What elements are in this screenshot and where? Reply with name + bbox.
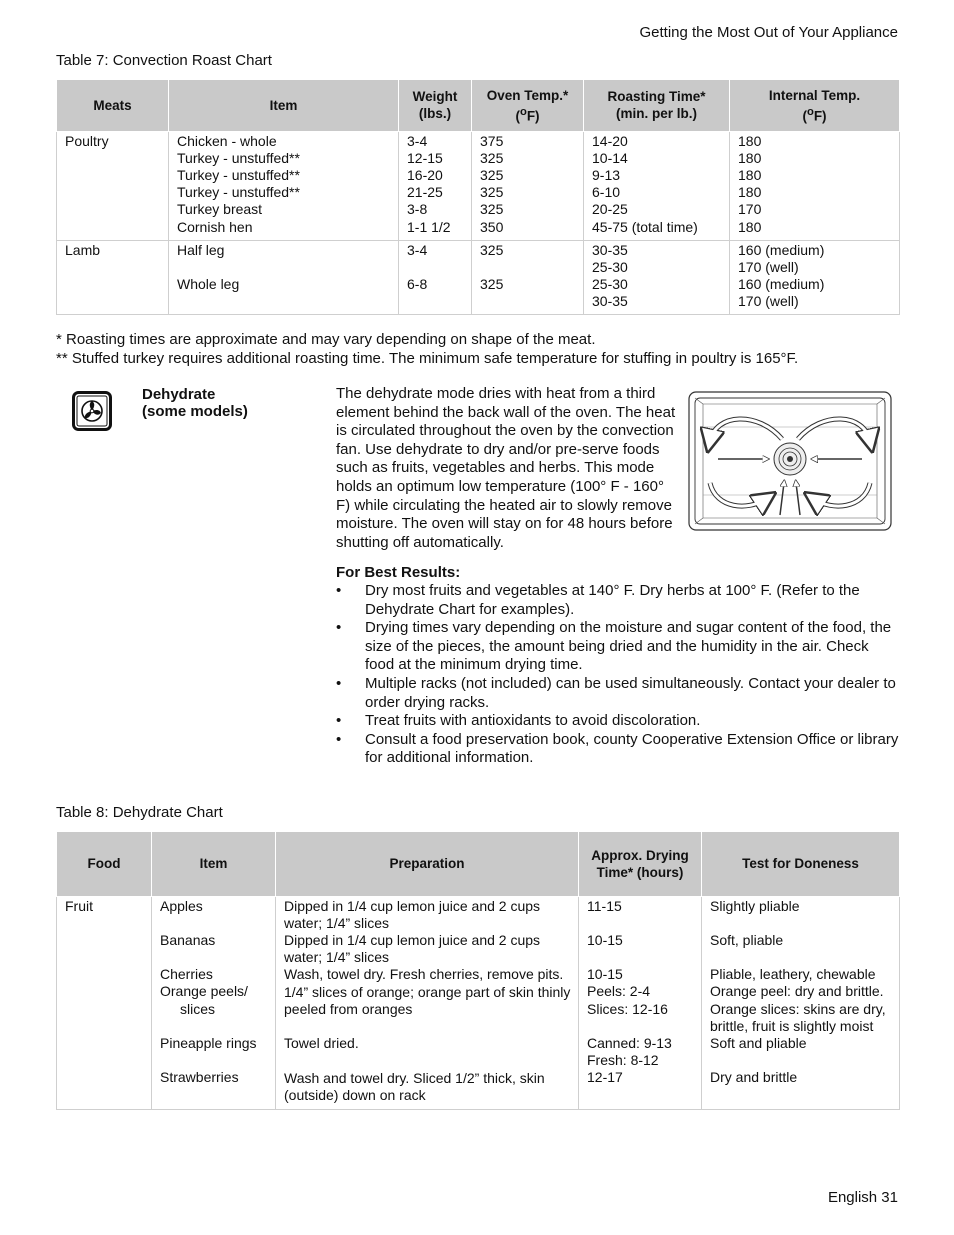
table-row xyxy=(57,896,900,1109)
dehydrate-chart-table xyxy=(56,832,900,1110)
best-results-list xyxy=(336,582,901,768)
meat-cell: Poultry xyxy=(57,131,169,240)
weight-cell: 3-4 12-15 16-20 21-25 3-8 1-1 1/2 xyxy=(399,131,472,240)
list-item: • Drying times vary depending on the moisture and sugar content of the food, the size of the pieces, the amount being dried and the humidity in the air. Check food at the minimum drying time. xyxy=(336,619,901,675)
internal-temp-cell: 180 180 180 180 170 180 xyxy=(730,131,900,240)
table7-caption: Table 7: Convection Roast Chart xyxy=(56,52,272,69)
time-cell: 14-20 10-14 9-13 6-10 20-25 45-75 (total time) xyxy=(584,131,730,240)
dehydrate-title: Dehydrate (some models) xyxy=(142,386,248,420)
table-row xyxy=(57,240,900,314)
time-cell: 30-35 25-30 25-30 30-35 xyxy=(584,240,730,314)
header-roasting-time: Roasting Time* (min. per lb.) xyxy=(584,80,730,131)
list-item: • Dry most fruits and vegetables at 140° F. Dry herbs at 100° F. (Refer to the Dehydrate Chart for examples). xyxy=(336,582,901,619)
best-results-title: For Best Results: xyxy=(336,564,461,581)
food-cell: Fruit xyxy=(57,896,152,1109)
header-item: Item xyxy=(169,80,399,131)
item-cell: Chicken - whole Turkey - unstuffed** Turkey - unstuffed** Turkey - unstuffed** Turkey breast Cornish hen xyxy=(169,131,399,240)
table-row xyxy=(57,131,900,240)
header-preparation: Preparation xyxy=(276,832,579,896)
preparation-cell: Dipped in 1/4 cup lemon juice and 2 cups water; 1/4” slices Dipped in 1/4 cup lemon juice and 2 cups water; 1/4” slices Wash, towel dry. Fresh cherries, remove pits. 1/4” slices of orange; orange part of skin thinly peeled from oranges Towel dried. Wash and towel dry. Sliced 1/2” thick, skin (outside) down on rack xyxy=(276,896,579,1109)
temp-cell: 375 325 325 325 325 350 xyxy=(472,131,584,240)
weight-cell: 3-4 6-8 xyxy=(399,240,472,314)
list-item: • Consult a food preservation book, county Cooperative Extension Office or library for additional information. xyxy=(336,731,901,768)
list-item: • Treat fruits with antioxidants to avoid discoloration. xyxy=(336,712,901,731)
meat-cell: Lamb xyxy=(57,240,169,314)
header-food: Food xyxy=(57,832,152,896)
header-internal-temp: Internal Temp. ($^o$F) xyxy=(730,80,900,131)
item-cell: Apples Bananas Cherries Orange peels/ slices Pineapple rings Strawberries xyxy=(152,896,276,1109)
page-header: Getting the Most Out of Your Appliance xyxy=(639,24,898,41)
header-oven-temp: Oven Temp.* ($^o$F) xyxy=(472,80,584,131)
header-item: Item xyxy=(152,832,276,896)
footnote: * Roasting times are approximate and may vary depending on shape of the meat. xyxy=(56,331,596,348)
doneness-cell: Slightly pliable Soft, pliable Pliable, leathery, chewable Orange peel: dry and brittle. Orange slices: skins are dry, brittle, fruit is slightly moist Soft and pliable Dry and brittle xyxy=(702,896,900,1109)
table8-caption: Table 8: Dehydrate Chart xyxy=(56,804,223,821)
drying-time-cell: 11-15 10-15 10-15 Peels: 2-4 Slices: 12-16 Canned: 9-13 Fresh: 8-12 12-17 xyxy=(579,896,702,1109)
list-item: • Multiple racks (not included) can be used simultaneously. Contact your dealer to order drying racks. xyxy=(336,675,901,712)
dehydrate-fan-icon xyxy=(72,391,112,431)
footnote: ** Stuffed turkey requires additional roasting time. The minimum safe temperature for stuffing in poultry is 165°F. xyxy=(56,350,799,367)
internal-temp-cell: 160 (medium) 170 (well) 160 (medium) 170 (well) xyxy=(730,240,900,314)
header-drying-time: Approx. Drying Time* (hours) xyxy=(579,832,702,896)
page-number: English 31 xyxy=(827,1189,898,1206)
header-weight: Weight (lbs.) xyxy=(399,80,472,131)
header-doneness: Test for Doneness xyxy=(702,832,900,896)
temp-cell: 325 325 xyxy=(472,240,584,314)
convection-roast-table xyxy=(56,80,900,315)
header-meats: Meats xyxy=(57,80,169,131)
item-cell: Half leg Whole leg xyxy=(169,240,399,314)
dehydrate-description: The dehydrate mode dries with heat from a third element behind the back wall of the oven. The heat is circulated throughout the oven by the convection fan. Use dehydrate to dry and/or pre-serve foods such as fruits, vegetables and herbs. This mode holds an optimum low temperature (100° F - 160° F) while circulating the heated air to slowly remove moisture. The oven will stay on for 48 hours before shutting off automatically. xyxy=(336,385,676,551)
oven-airflow-diagram xyxy=(688,391,892,531)
table7-footnotes xyxy=(56,330,798,368)
